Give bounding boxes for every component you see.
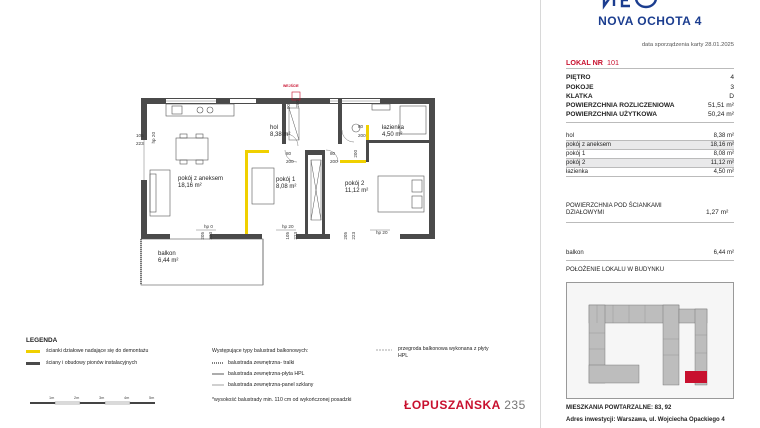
parking-note: MIESZKANIA POWTARZALNE: 83, 92 — [566, 405, 672, 411]
scale-label: 5m — [149, 396, 155, 400]
dim-label: 105 — [136, 133, 144, 138]
legend-title: LEGENDA — [26, 337, 58, 344]
balustrade-item: balustrada zewnętrzna- tralki — [228, 360, 295, 366]
room-name: pokój 2 — [345, 181, 365, 187]
scale-label: 4m — [124, 396, 130, 400]
lokal-label: LOKAL NR — [566, 58, 604, 67]
balustrade-item: balustrada zewnętrzna-płyta HPL — [228, 371, 305, 377]
lokal-title — [566, 58, 619, 67]
room-name: pokój 1 — [276, 177, 296, 183]
room-label-pokoj1 — [276, 177, 296, 191]
room-row: pokój 2 11,12 m² — [566, 160, 734, 166]
room-area: 18,16 m² — [178, 183, 202, 189]
dim-label: 80 — [286, 151, 292, 156]
room-area: 8,38 m² — [270, 132, 291, 138]
lokal-number: 101 — [607, 58, 620, 67]
summary-row: POWIERZCHNIA ROZLICZENIOWA 51,51 m² — [566, 102, 734, 109]
legend-item-removable: ścianki działowe nadające się do demontażu — [46, 348, 149, 354]
summary-row: PIĘTRO 4 — [566, 74, 734, 81]
legend-swatch-removable — [26, 350, 40, 353]
balustrade-icons — [212, 350, 392, 385]
legend-swatch-walls — [26, 362, 40, 365]
dim-label: hp 20 — [151, 132, 156, 144]
summary-row: POKOJE 3 — [566, 84, 734, 91]
legend-item-walls: ściany i obudowy pionów instalacyjnych — [46, 360, 138, 366]
single-bed — [252, 168, 274, 204]
balustrade-title: Występujące typy balustrad balkonowych: — [212, 348, 309, 354]
room-label-lazienka — [382, 125, 404, 139]
room-row: pokój z aneksem 18,16 m² — [566, 142, 734, 148]
investment-address: Adres inwestycji: Warszawa, ul. Wojciecha Opackiego 4 — [566, 417, 725, 423]
dim-label: 223 — [208, 232, 213, 240]
room-name: pokój z aneksem — [178, 176, 224, 182]
unit-location-marker — [685, 371, 707, 383]
interior-walls — [282, 98, 429, 234]
dim-label: hp 20 — [376, 230, 388, 235]
dim-label: 105 — [285, 232, 290, 240]
dim-label: 80 — [330, 151, 336, 156]
room-name: łazienka — [382, 125, 405, 131]
dim-label: 205 — [200, 232, 205, 240]
balcony-row: balkon 6,44 m² — [566, 250, 734, 256]
room-row: pokój 1 8,08 m² — [566, 151, 734, 157]
sofa — [150, 170, 170, 216]
room-label-pokoj2 — [345, 181, 368, 195]
dim-label: 200 — [353, 150, 358, 158]
street-logo — [404, 398, 526, 412]
room-list — [566, 132, 734, 177]
balustrade-item: balustrada zewnętrzna-panel szklany — [228, 382, 314, 388]
dim-label: 223 — [293, 232, 298, 240]
door-swings — [285, 130, 354, 162]
dim-label: 200 — [330, 159, 338, 164]
room-area: 8,08 m² — [276, 184, 297, 190]
summary-row: KLATKA D — [566, 93, 734, 100]
room-name: balkon — [158, 251, 176, 257]
glass-note: przegroda balkonowa wykonana z płyty HPL — [398, 346, 489, 359]
dim-label: 223 — [351, 232, 356, 240]
entrance-label: WEJŚCIE — [283, 84, 299, 88]
under-slopes-label-2: DZIAŁOWYMI — [566, 210, 605, 216]
room-area: 11,12 m² — [345, 188, 369, 194]
card-date: data sporządzenia karty 28.01.2025 — [641, 42, 734, 48]
site-plan-drawing — [567, 283, 734, 399]
room-row: hol 8,38 m² — [566, 133, 734, 139]
room-label-hol — [270, 125, 290, 139]
street-number: 235 — [504, 398, 526, 412]
dining-table — [176, 134, 208, 164]
dim-label: hp 0 — [204, 224, 213, 229]
scale-label: 2m — [74, 396, 80, 400]
room-area: 6,44 m² — [158, 258, 179, 264]
dim-label: 205 — [343, 232, 348, 240]
window-openings — [141, 99, 400, 239]
room-row: łazienka 4,50 m² — [566, 169, 734, 175]
street-name: ŁOPUSZAŃSKA — [404, 398, 501, 412]
room-label-balkon — [158, 251, 178, 265]
scale-bar — [30, 402, 155, 404]
under-slopes-label-1: POWIERZCHNIA POD ŚCIANKAMI — [566, 203, 662, 209]
location-title: POŁOŻENIE LOKALU W BUDYNKU — [566, 267, 665, 273]
dim-label: 80 — [358, 124, 364, 129]
room-label-pokoj-aneks — [178, 176, 223, 190]
dim-label: 223 — [136, 141, 144, 146]
scale-label: 3m — [99, 396, 105, 400]
summary-row: POWIERZCHNIA UŻYTKOWA 50,24 m² — [566, 111, 734, 118]
dim-label: 200 — [358, 133, 366, 138]
room-name: hol — [270, 125, 279, 131]
site-plan-map — [566, 282, 734, 399]
under-slopes-value: 1,27 m² — [706, 209, 729, 216]
brand-name: NOVA OCHOTA 4 — [598, 14, 702, 28]
dim-label: 90 — [286, 104, 291, 110]
height-note: *wysokość balustrady min. 110 cm od wykończonej posadzki — [212, 397, 352, 403]
scale-label: 1m — [49, 396, 55, 400]
dim-label: 200 — [286, 159, 294, 164]
dim-label: hp 20 — [282, 224, 294, 229]
dim-label: 200 — [295, 100, 300, 108]
room-area: 4,50 m² — [382, 132, 403, 138]
bed — [378, 176, 424, 212]
exterior-walls — [141, 98, 435, 239]
kitchen-counter — [166, 104, 234, 116]
